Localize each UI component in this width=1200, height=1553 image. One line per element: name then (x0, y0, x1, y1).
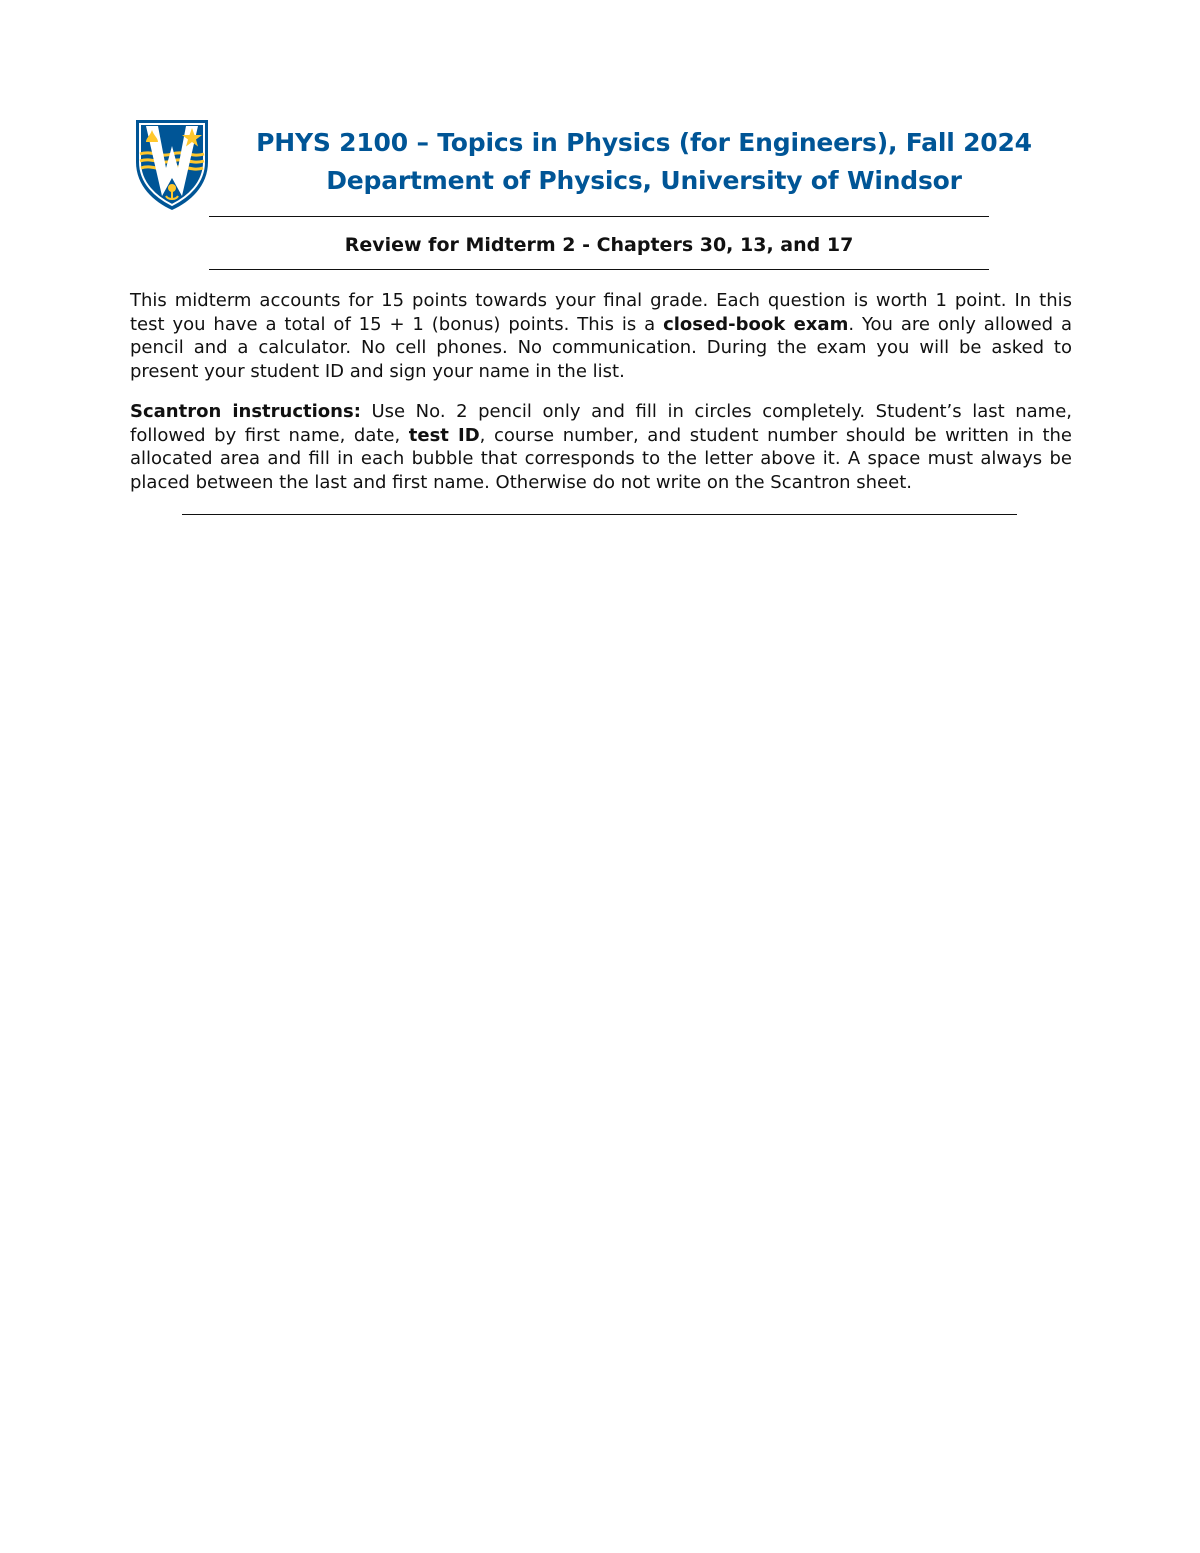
title-divider (209, 269, 989, 270)
closed-book-emphasis: closed-book exam (663, 313, 849, 335)
scantron-instructions-paragraph (130, 400, 1072, 494)
scantron-text-continued: , course number, and student number should be written in the allocated area and fill in each bubble that corresponds to the letter above it. A space must always be placed between the last and first name. Otherwise do not write on the Scantron sheet. (130, 424, 1072, 493)
test-id-emphasis: test ID (408, 424, 480, 446)
document-header (214, 124, 1074, 200)
header-divider (209, 216, 989, 217)
scantron-text: Use No. 2 pencil only and fill in circles completely. Student’s last name, followed by first name, date, (130, 401, 1072, 446)
instructions-text-continued: . You are only allowed a pencil and a calculator. No cell phones. No communication. During the exam you will be asked to present your student ID and sign your name in the list. (130, 313, 1072, 382)
course-title: PHYS 2100 – Topics in Physics (for Engineers), Fall 2024 (256, 128, 1032, 157)
scantron-label: Scantron instructions: (130, 401, 361, 422)
department-title: Department of Physics, University of Windsor (326, 166, 962, 195)
university-crest-icon (132, 116, 212, 212)
section-divider (182, 514, 1017, 515)
exam-instructions-paragraph (130, 289, 1072, 383)
instructions-text: This midterm accounts for 15 points towards your final grade. Each question is worth 1 point. In this test you have a total of 15 + 1 (bonus) points. This is a (130, 290, 1072, 335)
review-title: Review for Midterm 2 - Chapters 30, 13, and 17 (344, 234, 854, 256)
